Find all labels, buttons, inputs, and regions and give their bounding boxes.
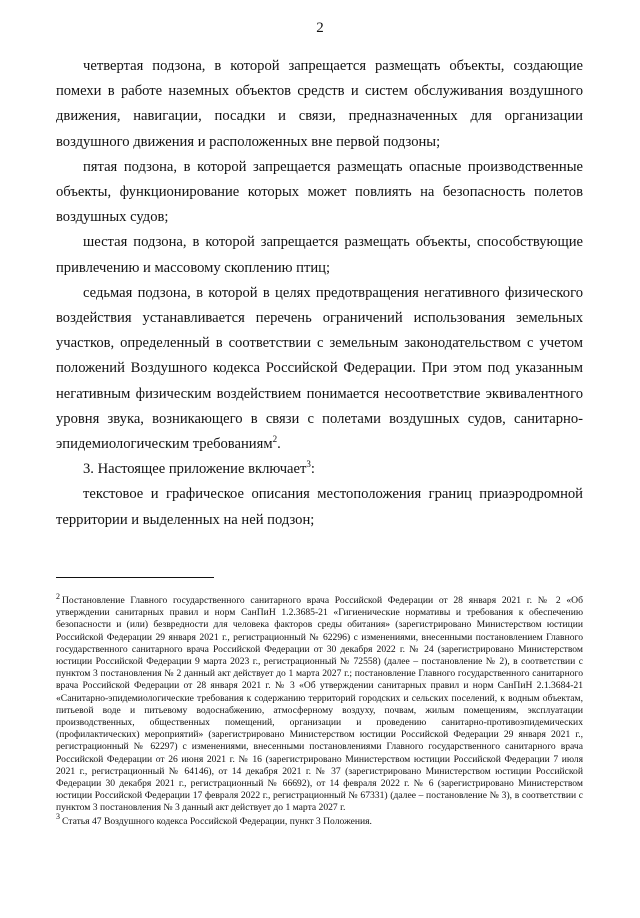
footnote-2 [56,591,583,815]
footnotes-block [56,591,583,829]
paragraph-text: текстовое и графическое описания местоположения границ приаэродромной территории и выделенных на ней подзон; [56,486,583,528]
paragraph-text: шестая подзона, в которой запрещается размещать объекты, способствующие привлечению и массовому скоплению птиц; [56,234,583,276]
footnote-mark: 2 [56,591,60,601]
footnote-reference[interactable]: 3 [306,459,311,470]
paragraph-text: 3. Настоящее приложение включает [83,461,307,478]
paragraph-fourth-subzone [56,54,583,155]
paragraph-sixth-subzone [56,230,583,280]
footnote-separator [56,577,214,578]
paragraph-text: четвертая подзона, в которой запрещается размещать объекты, создающие помехи в работе наземных объектов средств и систем обслуживания воздушного движения, навигации, посадки и связи, предназначенных для организации воздушного движения и расположенных вне первой подзоны; [56,58,583,150]
paragraph-text: пятая подзона, в которой запрещается размещать опасные производственные объекты, функционирование которых может повлиять на безопасность полетов воздушных судов; [56,158,583,226]
paragraph-appendix-contents [56,457,583,482]
page-number: 2 [316,20,324,36]
footnote-text: Статья 47 Воздушного кодекса Российской Федерации, пункт 3 Положения. [62,815,372,827]
paragraph-text: седьмая подзона, в которой в целях предотвращения негативного физического воздействия устанавливается перечень ограничений использования земельных участков, определенный в соответствии с земельным законодательством с учетом положений Воздушного кодекса Российской Федерации. При этом под указанным негативным физическим воздействием понимается несоответствие эквивалентного уровня звука, возникающего в связи с полетами воздушных судов, санитарно-эпидемиологическим требованиям [56,284,583,453]
document-body [56,54,583,533]
footnote-reference[interactable]: 2 [272,434,278,445]
footnote-text: Постановление Главного государственного санитарного врача Российской Федерации от 28 января 2021 г. № 2 «Об утверждении санитарных правил и норм СанПиН 1.2.3685-21 «Гигиенические нормативы и требования к обеспечению безопасности и (или) безвредности для человека факторов среды обитания» (зарегистрировано Министерством юстиции Российской Федерации 29 января 2021 г., регистрационный № 62296) с изменениями, внесенными постановлением Главного государственного санитарного врача Российской Федерации от 30 декабря 2022 г. № 24 (зарегистрировано Министерством юстиции Российской Федерации 9 марта 2023 г., регистрационный № 72558) (далее – постановление № 2), в соответствии с пунктом 3 постановления № 2 данный акт действует до 1 марта 2027 г.; постановление Главного государственного санитарного врача Российской Федерации от 28 января 2021 г. № 3 «Об утверждении санитарных правил и норм СанПиН 2.1.3684-21 «Санитарно-эпидемиологические требования к содержанию территорий городских и сельских поселений, к водным объектам, питьевой воде и питьевому водоснабжению, атмосферному воздуху, почвам, жилым помещениям, эксплуатации производственных, общественных помещений, организации и проведению санитарно-противоэпидемических (профилактических) мероприятий» (зарегистрировано Министерством юстиции Российской Федерации 29 января 2021 г., регистрационный № 62297) с изменениями, внесенными постановлениями Главного государственного санитарного врача Российской Федерации от 26 июня 2021 г. № 16 (зарегистрировано Министерством юстиции Российской Федерации 7 июля 2021 г., регистрационный № 64146), от 14 декабря 2021 г. № 37 (зарегистрировано Министерством юстиции Российской Федерации 30 декабря 2021 г., регистрационный № 66692), от 14 февраля 2022 г. № 6 (зарегистрировано Министерством юстиции Российской Федерации 17 февраля 2022 г., регистрационный № 67331) (далее – постановление № 3), в соответствии с пунктом 3 постановления № 3 данный акт действует до 1 марта 2027 г. [56,595,583,814]
paragraph-fifth-subzone [56,155,583,231]
paragraph-seventh-subzone [56,281,583,457]
paragraph-description-item [56,482,583,532]
footnote-mark: 3 [56,812,60,822]
paragraph-tail: : [310,461,315,478]
footnote-3 [56,812,583,828]
paragraph-tail: . [277,436,281,453]
